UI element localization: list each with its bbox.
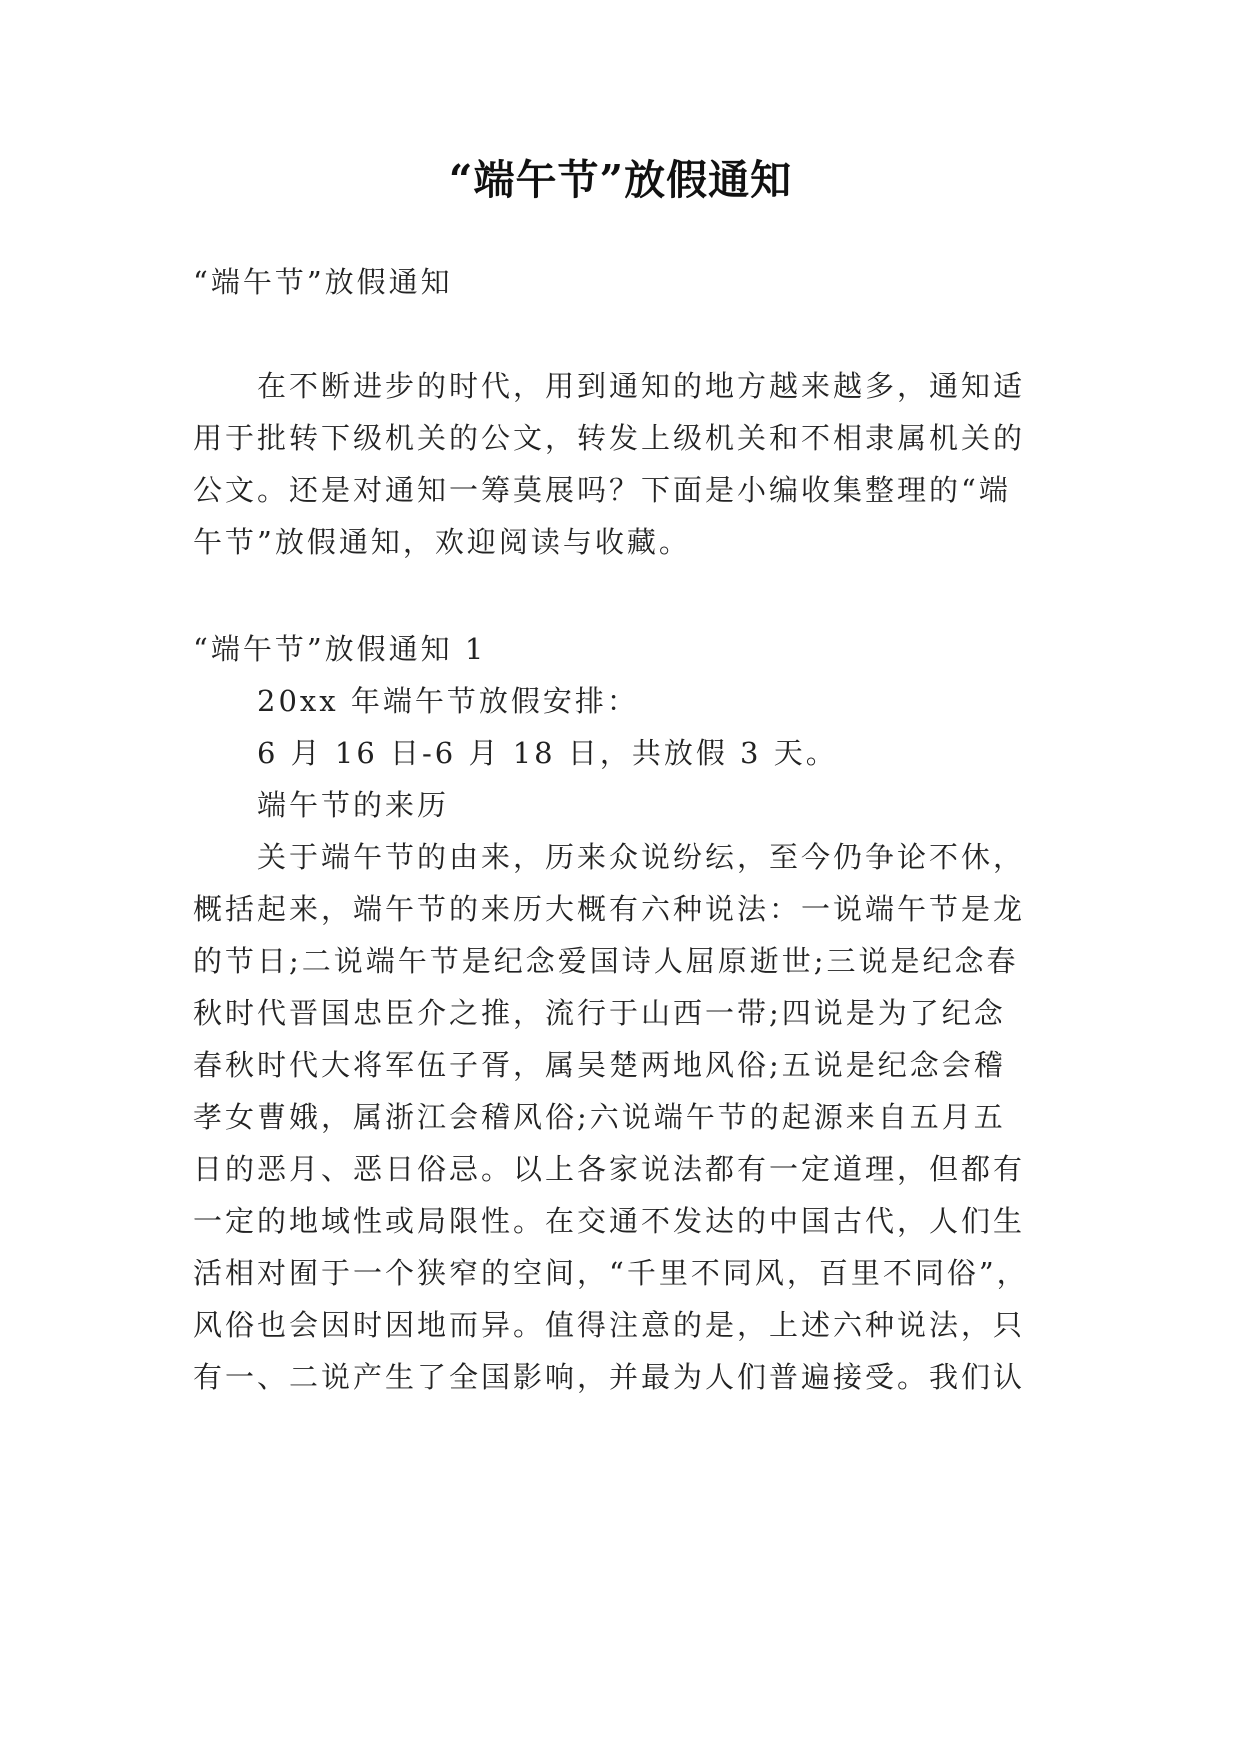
origin-line: 关于端午节的由来，历来众说纷纭，至今仍争论不休，: [257, 840, 1026, 874]
origin-line: 概括起来，端午节的来历大概有六种说法：一说端午节是龙: [193, 892, 1026, 926]
schedule-heading: 20xx 年端午节放假安排：: [257, 684, 639, 718]
origin-line: 风俗也会因时因地而异。值得注意的是，上述六种说法，只: [193, 1308, 1026, 1342]
origin-line: 孝女曹娥，属浙江会稽风俗;六说端午节的起源来自五月五: [193, 1100, 1006, 1134]
intro-line: 公文。还是对通知一筹莫展吗？下面是小编收集整理的“端: [193, 473, 1011, 507]
origin-line: 秋时代晋国忠臣介之推，流行于山西一带;四说是为了纪念: [193, 996, 1006, 1030]
origin-line: 日的恶月、恶日俗忌。以上各家说法都有一定道理，但都有: [193, 1152, 1026, 1186]
origin-line: 活相对囿于一个狭窄的空间，“千里不同风，百里不同俗”，: [193, 1256, 1029, 1290]
origin-heading: 端午节的来历: [257, 788, 450, 822]
origin-line: 有一、二说产生了全国影响，并最为人们普遍接受。我们认: [193, 1360, 1026, 1394]
document-title: “端午节”放假通知: [448, 156, 793, 204]
intro-line: 午节”放假通知，欢迎阅读与收藏。: [193, 525, 691, 559]
origin-line: 的节日;二说端午节是纪念爱国诗人屈原逝世;三说是纪念春: [193, 944, 1019, 978]
intro-line: 在不断进步的时代，用到通知的地方越来越多，通知适: [257, 369, 1026, 403]
document-subtitle: “端午节”放假通知: [193, 265, 453, 299]
schedule-dates: 6 月 16 日-6 月 18 日，共放假 3 天。: [257, 736, 838, 770]
section-heading: “端午节”放假通知 1: [193, 632, 487, 666]
intro-line: 用于批转下级机关的公文，转发上级机关和不相隶属机关的: [193, 421, 1026, 455]
origin-line: 一定的地域性或局限性。在交通不发达的中国古代，人们生: [193, 1204, 1026, 1238]
origin-line: 春秋时代大将军伍子胥，属吴楚两地风俗;五说是纪念会稽: [193, 1048, 1006, 1082]
